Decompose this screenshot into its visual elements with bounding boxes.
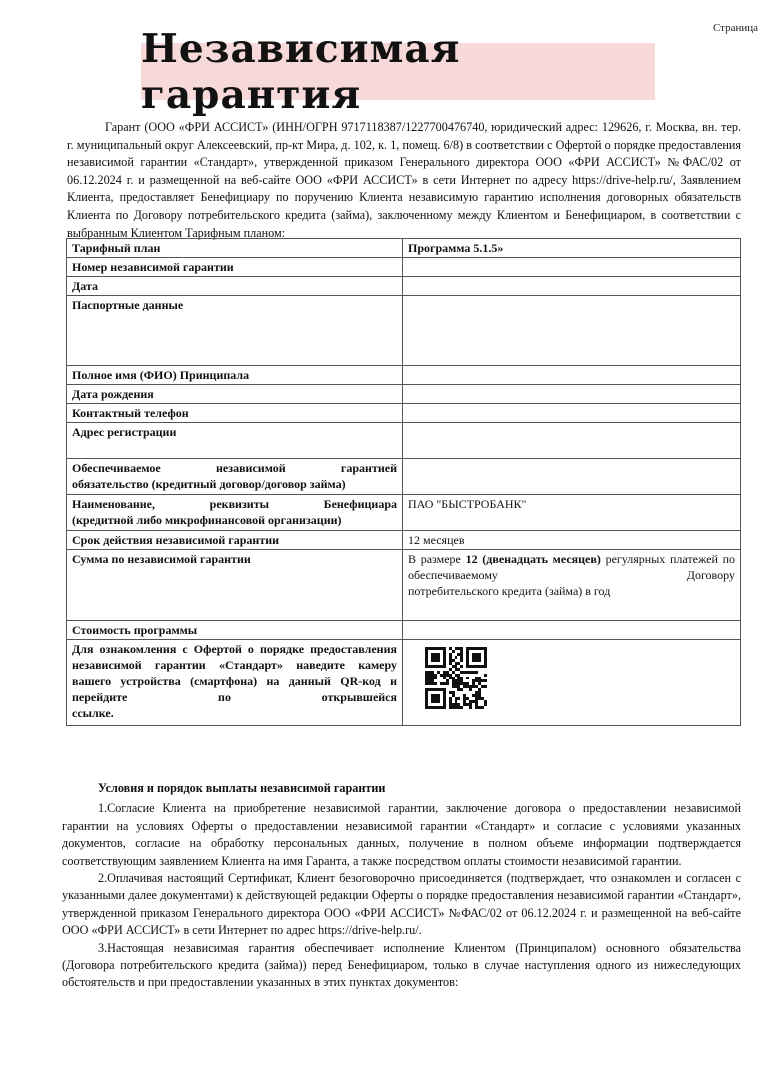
intro-paragraph: Гарант (ООО «ФРИ АССИСТ» (ИНН/ОГРН 9717118387/1227700476740, юридический адрес: 129626, г. Москва, вн. тер. г. муниципальный округ Алексеевский, пр-кт Мира, д. 102, к. 1, помещ. 6/8) в соответствии с Офертой о порядке предоставления независимой гарантии «Стандарт», утвержденной приказом Генерального директора ООО «ФРИ АССИСТ» №ФАС/02 от 06.12.2024 г. и размещенной на веб-сайте ООО «ФРИ АССИСТ» в сети Интернет по адресу https://drive-help.ru/, Заявлением Клиента, предоставляет Бенефициару по поручению Клиента независимую гарантию исполнения договорных обязательств Клиента по Договору потребительского кредита (займа), заключенному между Клиентом и Бенефициаром, в соответствии с выбранным Клиентом Тарифным планом: [67,120,741,240]
phone-value [403,404,741,423]
beneficiary-label-line2: (кредитной либо микрофинансовой организации) [72,513,342,527]
qr-cell [403,640,741,726]
conditions-section [62,780,741,992]
beneficiary-value: ПАО "БЫСТРОБАНК" [403,495,741,531]
tariff-table [66,238,741,726]
cost-value [403,621,741,640]
passport-label: Паспортные данные [67,296,403,366]
guarantee-number-value [403,258,741,277]
qr-line5: ссылке. [72,706,114,720]
amount-post: регулярных платежей по обеспечиваемому Договору [408,552,735,582]
table-row-phone [67,404,741,423]
obligation-value [403,459,741,495]
amount-pre: В размере [408,552,466,566]
amount-line2: потребительского кредита (займа) в год [408,584,611,598]
beneficiary-label [67,495,403,531]
condition-paragraph-1: 1.Согласие Клиента на приобретение независимой гарантии, заключение договора о предоставлении независимой гарантии на условиях Оферты о предоставлении независимой гарантии «Стандарт» и согласие с условиями указанных документов, согласие на обработку персональных данных, получение в полном объеме информации подтверждается соответствующим заявлением Клиента на имя Гаранта, а также посредством оплаты стоимости независимой гарантии. [62,801,741,868]
page-number-label: Страница [712,22,758,34]
title-banner [141,25,655,118]
amount-value [403,550,741,621]
document-title: Независимая гарантия [141,25,461,118]
table-row-qr [67,640,741,726]
table-row-term [67,531,741,550]
table-row-full-name [67,366,741,385]
cost-label: Стоимость программы [67,621,403,640]
date-value [403,277,741,296]
table-row-tariff [67,239,741,258]
table-row-date [67,277,741,296]
phone-label: Контактный телефон [67,404,403,423]
tariff-value: Программа 5.1.5» [403,239,741,258]
full-name-label: Полное имя (ФИО) Принципала [67,366,403,385]
term-value: 12 месяцев [403,531,741,550]
tariff-label: Тарифный план [67,239,403,258]
qr-line1: Для ознакомления с Офертой о порядке [72,642,305,656]
table-row-passport [67,296,741,366]
qr-code-icon[interactable] [425,647,487,709]
obligation-label [67,459,403,495]
table-row-beneficiary [67,495,741,531]
qr-line4: данный QR-код и перейдите по открывшейся [72,674,398,704]
passport-value [403,296,741,366]
beneficiary-label-line1: Наименование, реквизиты Бенефициара [72,497,397,511]
table-row-birth-date [67,385,741,404]
table-row-guarantee-number [67,258,741,277]
conditions-heading: Условия и порядок выплаты независимой гарантии [98,781,386,795]
guarantee-number-label: Номер независимой гарантии [67,258,403,277]
table-row-address [67,423,741,459]
amount-label: Сумма по независимой гарантии [67,550,403,621]
obligation-label-line2: обязательство (кредитный договор/договор займа) [72,477,346,491]
table-row-amount [67,550,741,621]
address-label: Адрес регистрации [67,423,403,459]
qr-line2: предоставления независимой гарантии «Стандарт» [72,642,398,672]
condition-paragraph-2: 2.Оплачивая настоящий Сертификат, Клиент безоговорочно присоединяется (подтверждает, что ознакомлен и согласен с указанными далее документами) к действующей редакции Оферты о порядке предоставления независимой гарантии «Стандарт», утвержденной приказом Генерального директора ООО «ФРИ АССИСТ» №ФАС/02 от 06.12.2024 г. и размещенной на веб-сайте ООО «ФРИ АССИСТ» в сети Интернет по адрес https://drive-help.ru/. [62,871,741,938]
obligation-label-line1: Обеспечиваемое независимой гарантией [72,461,397,475]
full-name-value [403,366,741,385]
condition-paragraph-3: 3.Настоящая независимая гарантия обеспечивает исполнение Клиентом (Принципалом) основного обязательства (Договора потребительского кредита (займа)) перед Бенефициаром, только в случае наступления одного из нижеследующих обстоятельств и при предоставлении указанных в этих пунктах документов: [62,940,741,990]
table-row-obligation [67,459,741,495]
term-label: Срок действия независимой гарантии [67,531,403,550]
table-row-cost [67,621,741,640]
qr-instructions [67,640,403,726]
birth-date-label: Дата рождения [67,385,403,404]
amount-bold: 12 (двенадцать месяцев) [465,552,601,566]
date-label: Дата [67,277,403,296]
qr-module [484,706,487,709]
address-value [403,423,741,459]
birth-date-value [403,385,741,404]
qr-line3: наведите камеру вашего устройства (смартфона) на [72,658,398,688]
